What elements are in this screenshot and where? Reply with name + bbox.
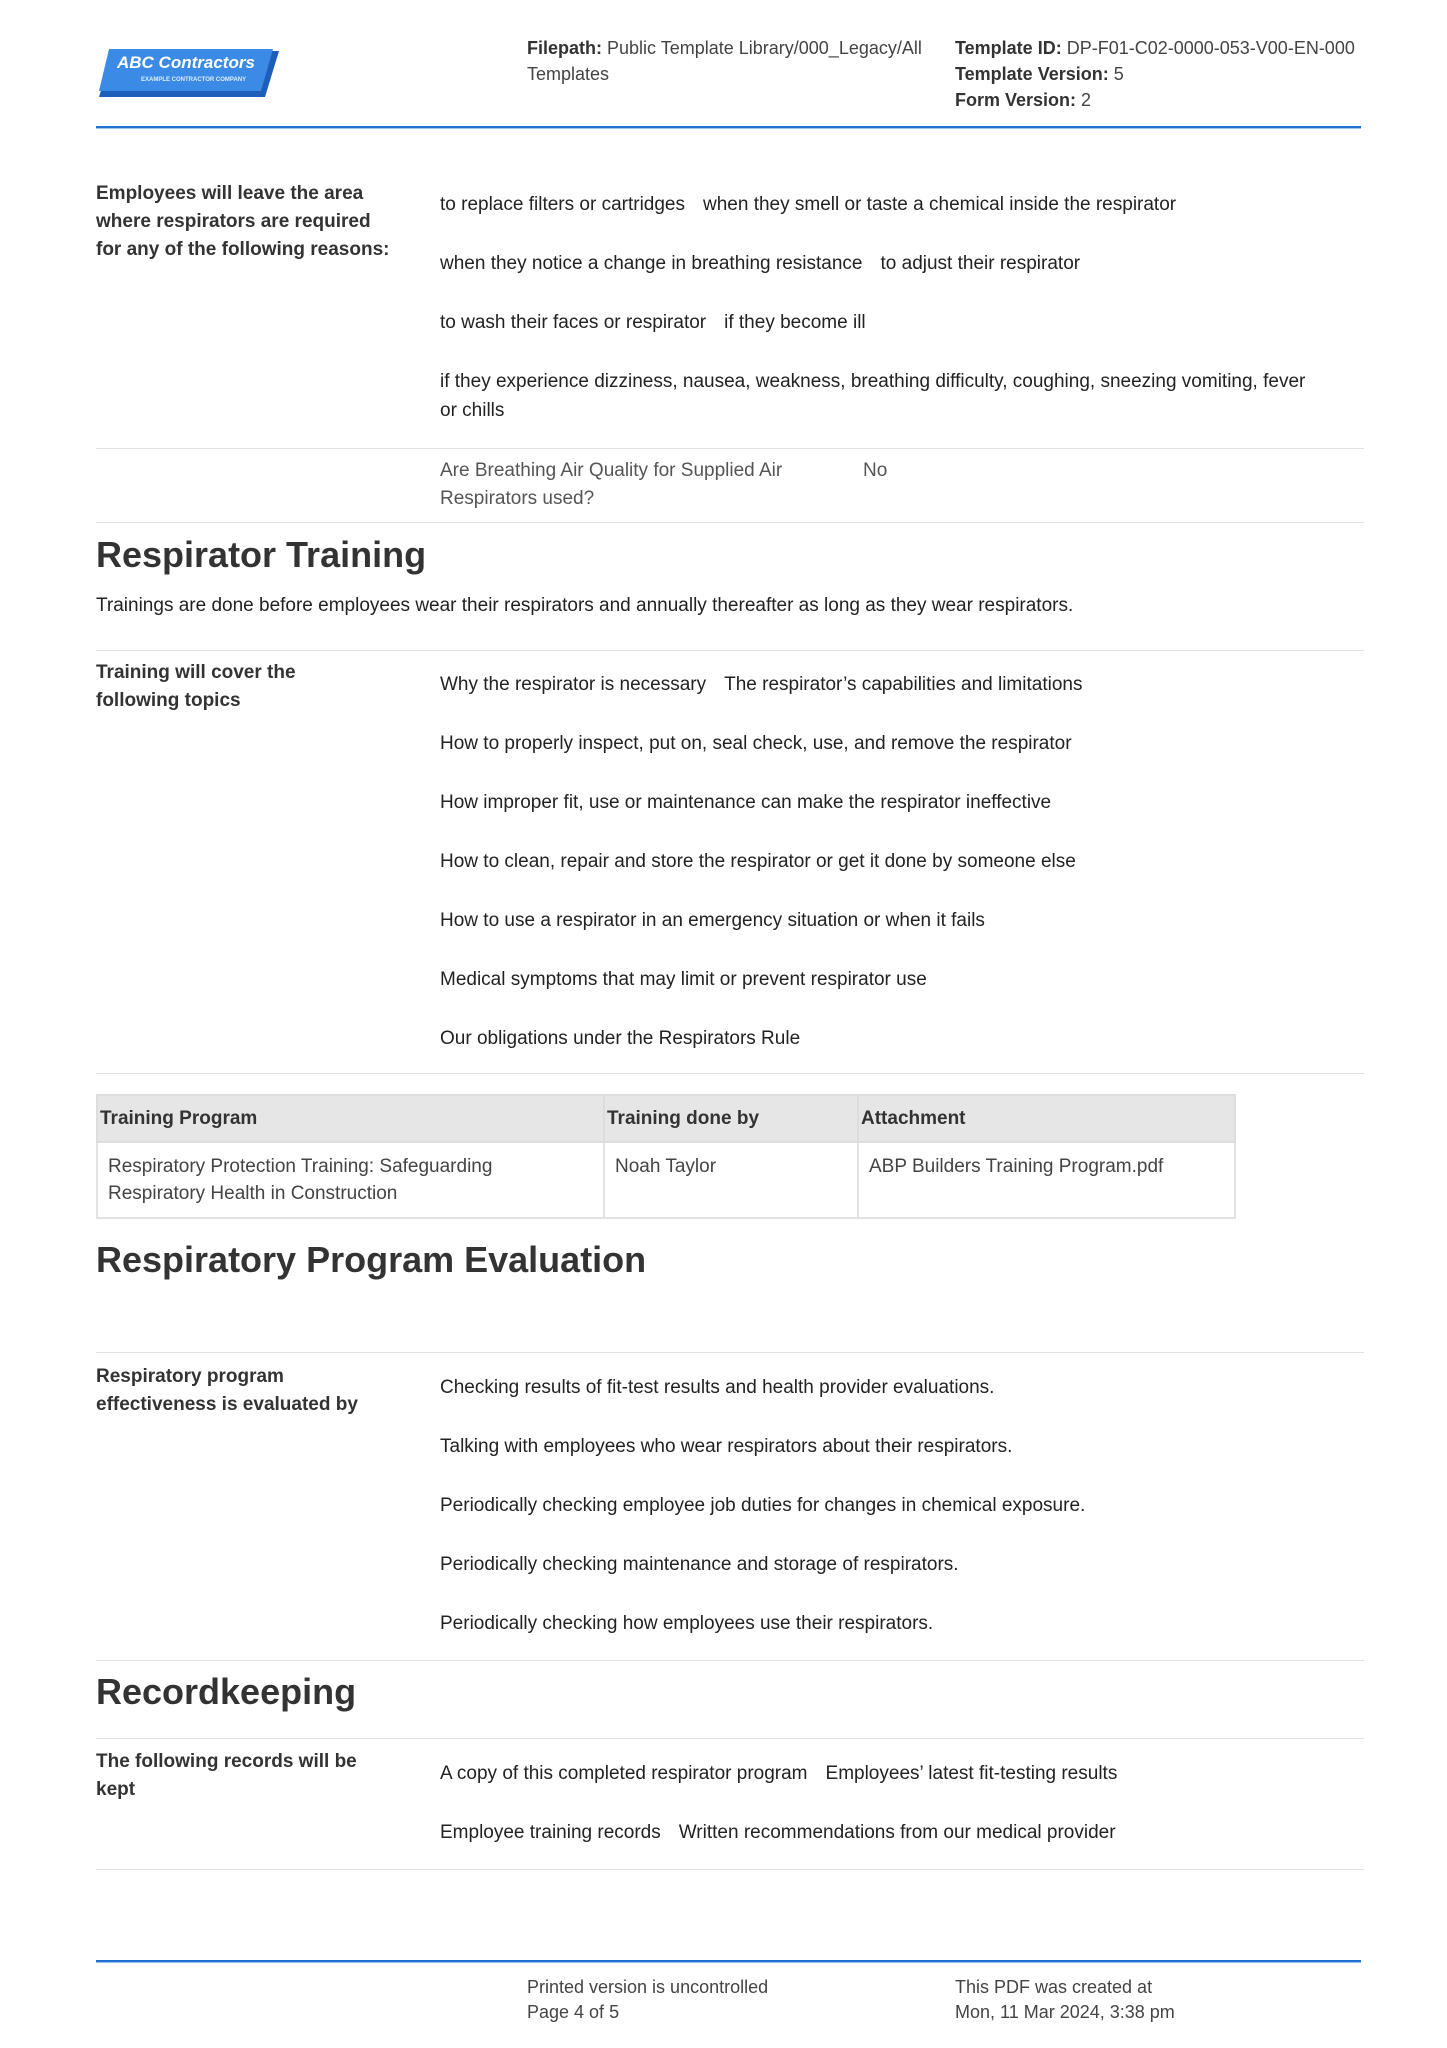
- template-version-label: Template Version:: [955, 64, 1109, 84]
- air-quality-question: Are Breathing Air Quality for Supplied Air Respirators used?: [440, 460, 783, 509]
- evaluation-label: Respiratory program effectiveness is evaluated by: [96, 1366, 358, 1415]
- column-header: Attachment: [858, 1095, 1235, 1142]
- leave-area-label: Employees will leave the area where respirators are required for any of the following reasons:: [96, 183, 390, 260]
- logo-subtitle: EXAMPLE CONTRACTOR COMPANY: [141, 77, 247, 83]
- table-row: [97, 1142, 1235, 1218]
- footer-left: [527, 1975, 768, 2025]
- section-title-training: Respirator Training: [96, 534, 427, 575]
- evaluation-items: [440, 1373, 1320, 1668]
- created-label: This PDF was created at: [955, 1977, 1153, 1997]
- list-row: [440, 670, 1320, 699]
- footer-divider: [96, 1960, 1361, 1963]
- list-row: [440, 1024, 1320, 1053]
- list-item: Employees’ latest fit-testing results: [825, 1763, 1118, 1784]
- template-meta: [955, 35, 1375, 113]
- list-item: Employee training records: [440, 1822, 661, 1843]
- list-item: Medical symptoms that may limit or prevent respirator use: [440, 969, 927, 990]
- template-id-value: DP-F01-C02-0000-053-V00-EN-000: [1066, 38, 1355, 58]
- list-item: if they experience dizziness, nausea, weakness, breathing difficulty, coughing, sneezing vomiting, fever or chills: [440, 371, 1306, 421]
- list-item: when they smell or taste a chemical inside the respirator: [703, 194, 1177, 215]
- list-row: [440, 1491, 1320, 1520]
- list-item: How to clean, repair and store the respirator or get it done by someone else: [440, 851, 1076, 872]
- list-item: to replace filters or cartridges: [440, 194, 685, 215]
- list-row: [440, 1609, 1320, 1638]
- column-header: Training Program: [97, 1095, 604, 1142]
- list-row: [440, 1550, 1320, 1579]
- training-description: Trainings are done before employees wear their respirators and annually thereafter as long as they wear respirators.: [96, 595, 1074, 616]
- list-item: if they become ill: [724, 312, 866, 333]
- list-item: How to properly inspect, put on, seal check, use, and remove the respirator: [440, 733, 1072, 754]
- template-version-value: 5: [1113, 64, 1124, 84]
- list-row: [440, 1432, 1320, 1461]
- attachment-link[interactable]: ABP Builders Training Program.pdf: [858, 1142, 1235, 1218]
- divider: [96, 1073, 1364, 1074]
- leave-area-items: [440, 190, 1320, 455]
- list-row: [440, 729, 1320, 758]
- page-number: Page 4 of 5: [527, 2002, 620, 2022]
- records-items: [440, 1759, 1320, 1877]
- filepath-value: Public Template Library/000_Legacy/All Templates: [527, 38, 922, 84]
- section-title-evaluation: Respiratory Program Evaluation: [96, 1239, 647, 1280]
- list-item: Periodically checking employee job duties for changes in chemical exposure.: [440, 1495, 1086, 1516]
- created-at: Mon, 11 Mar 2024, 3:38 pm: [955, 2002, 1175, 2022]
- list-item: to adjust their respirator: [880, 253, 1081, 274]
- uncontrolled-note: Printed version is uncontrolled: [527, 1977, 769, 1997]
- template-version: [955, 61, 1375, 87]
- footer-right: [955, 1975, 1175, 2025]
- list-item: Written recommendations from our medical provider: [678, 1822, 1116, 1843]
- list-item: Why the respirator is necessary: [440, 674, 707, 695]
- list-item: when they notice a change in breathing resistance: [440, 253, 863, 274]
- header-divider: [96, 126, 1361, 129]
- filepath: [527, 35, 937, 87]
- air-quality-answer: No: [863, 460, 888, 481]
- company-logo: [99, 49, 279, 99]
- records-label: The following records will be kept: [96, 1751, 357, 1800]
- divider: [96, 522, 1364, 523]
- list-item: Periodically checking maintenance and storage of respirators.: [440, 1554, 959, 1575]
- divider: [96, 650, 1364, 651]
- list-row: [440, 367, 1320, 425]
- divider: [96, 1660, 1364, 1661]
- trainer-cell: Noah Taylor: [604, 1142, 858, 1218]
- list-item: How to use a respirator in an emergency situation or when it fails: [440, 910, 985, 931]
- section-title-recordkeeping: Recordkeeping: [96, 1671, 357, 1712]
- list-row: [440, 190, 1320, 219]
- divider: [96, 1352, 1364, 1353]
- list-row: [440, 788, 1320, 817]
- list-row: [440, 249, 1320, 278]
- list-item: Talking with employees who wear respirators about their respirators.: [440, 1436, 1013, 1457]
- list-item: Our obligations under the Respirators Rule: [440, 1028, 801, 1049]
- list-row: [440, 847, 1320, 876]
- list-row: [440, 965, 1320, 994]
- list-item: to wash their faces or respirator: [440, 312, 707, 333]
- template-id: [955, 35, 1375, 61]
- divider: [96, 448, 1364, 449]
- template-id-label: Template ID:: [955, 38, 1062, 58]
- list-item: Periodically checking how employees use their respirators.: [440, 1613, 934, 1634]
- list-row: [440, 1818, 1320, 1847]
- list-row: [440, 1373, 1320, 1402]
- training-program-cell: Respiratory Protection Training: Safeguarding Respiratory Health in Construction: [97, 1142, 604, 1218]
- form-version-label: Form Version:: [955, 90, 1077, 110]
- divider: [96, 1738, 1364, 1739]
- list-item: A copy of this completed respirator program: [440, 1763, 808, 1784]
- list-row: [440, 308, 1320, 337]
- form-version-value: 2: [1081, 90, 1092, 110]
- list-item: Checking results of fit-test results and health provider evaluations.: [440, 1377, 995, 1398]
- column-header: Training done by: [604, 1095, 858, 1142]
- form-version: [955, 87, 1375, 113]
- list-item: The respirator’s capabilities and limitations: [724, 674, 1083, 695]
- training-program-table: [96, 1094, 1236, 1219]
- training-topics-label: Training will cover the following topics: [96, 662, 296, 711]
- divider: [96, 1869, 1364, 1870]
- list-item: How improper fit, use or maintenance can make the respirator ineffective: [440, 792, 1052, 813]
- logo-title: ABC Contractors: [117, 53, 255, 72]
- list-row: [440, 906, 1320, 935]
- training-topics: [440, 670, 1320, 1083]
- filepath-label: Filepath:: [527, 38, 602, 58]
- list-row: [440, 1759, 1320, 1788]
